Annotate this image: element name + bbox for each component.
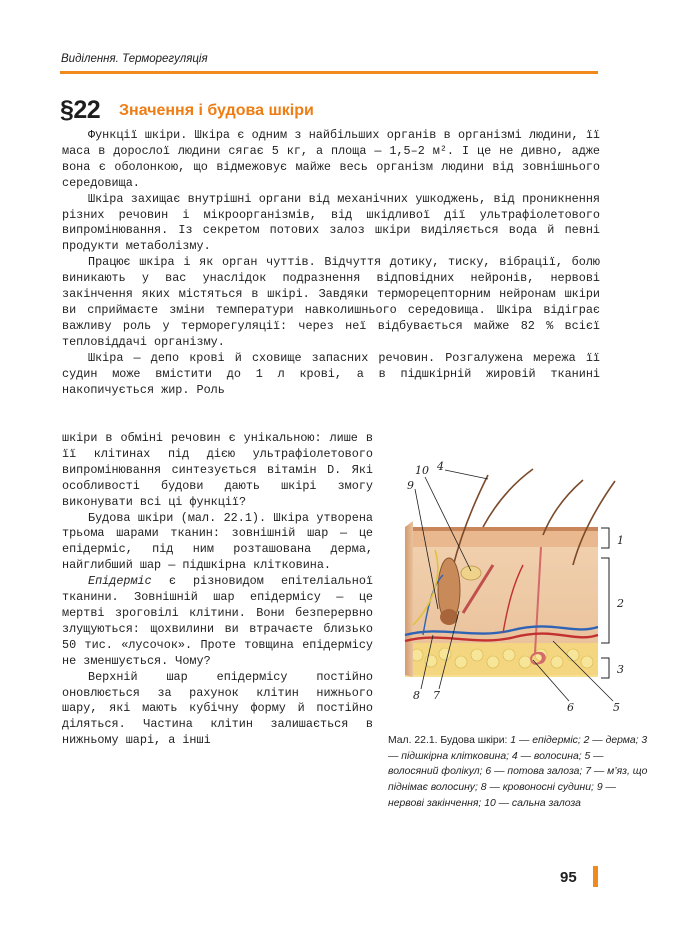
fig-label-9: 9 — [407, 479, 414, 492]
page-number-accent-bar — [593, 866, 598, 887]
body-text-left-column — [62, 431, 373, 749]
running-title: Виділення. Терморегуляція — [61, 53, 208, 65]
term-epidermis: Епідерміс — [88, 574, 152, 589]
fig-label-10: 10 — [415, 464, 429, 477]
body-text-full-width — [62, 128, 600, 398]
fig-label-5: 5 — [613, 701, 620, 714]
section-heading — [60, 96, 600, 126]
paragraph-skin-functions: Функції шкіри. Шкіра є одним з найбільших органів в організмі людини, її маса в дорослої людини сягає 5 кг, а площа — 1,5–2 м². І це не дивно, адже вона є оболонкою, що відмежовує майже весь організм людини від зовнішнього середовища. — [62, 128, 600, 190]
skin-structure-figure — [383, 455, 641, 717]
fig-label-4: 4 — [437, 460, 444, 473]
paragraph-blood-depot: Шкіра — депо крові й сховище запасних речовин. Розгалужена мережа її судин може вмістити до 1 л крові, а в підшкірній жировій тканині накопичується жир. Роль — [62, 350, 600, 397]
paragraph-sense-organ: Працює шкіра і як орган чуттів. Відчуття дотику, тиску, вібрації, болю виникають у вас унаслідок подразнення відповідних нейронів, нервові закінчення яких містяться в шкірі. Завдяки терморецепторним нейронам шкіри ви сприймаєте зміни температури навколишнього середовища. Шкіра відіграє важливу роль у терморегуляції: через неї відбувається майже 82 % всієї тепловіддачі організму. — [62, 255, 600, 349]
figure-caption-label: Мал. 22.1. Будова шкіри: — [388, 735, 508, 746]
paragraph-epidermis — [62, 574, 373, 669]
layer-brackets — [601, 528, 609, 678]
figure-caption-text: 1 — епідерміс; 2 — дерма; 3 — підшкірна клітковина; 4 — волосина; 5 — волосяний фолікул; 6 — потова залоза; 7 — м’яз, що піднімає волосину; 8 — кровоносні судини; 9 — нервові закінчення; 10 — сальна залоза — [388, 735, 648, 809]
page-number: 95 — [560, 869, 577, 886]
header-rule — [60, 71, 598, 74]
fig-label-8: 8 — [413, 689, 420, 702]
fig-label-7: 7 — [433, 689, 440, 702]
running-header — [60, 52, 598, 74]
fig-label-6: 6 — [567, 701, 574, 714]
sebaceous-gland — [461, 566, 481, 580]
epidermis-description: є різновидом епітеліальної тканини. Зовнішній шар епідермісу — це мертві зроговілі клітини. Вони безперервно злущуються: щохвилини ви втрачаєте близько 50 тис. «лусочок». Проте товщина епідермісу не зменшується. Чому? — [62, 574, 373, 668]
fig-label-1: 1 — [617, 534, 624, 547]
paragraph-vitamin-d: шкіри в обміні речовин є унікальною: лише в її клітинах під дією ультрафіолетового випромінювання синтезується вітамін D. Які особливості будови дають шкірі змогу виконувати всі ці функції? — [62, 431, 373, 509]
paragraph-protection: Шкіра захищає внутрішні органи від механічних ушкоджень, від проникнення різних речовин і мікроорганізмів, від шкідливої дії ультрафіолетового випромінювання. Із секретом потових залоз шкіри виділяється вода й певні продукти метаболізму. — [62, 191, 600, 254]
fig-label-2: 2 — [617, 597, 624, 610]
section-title: Значення і будова шкіри — [119, 102, 314, 119]
hair-follicle — [438, 558, 460, 625]
figure-caption — [388, 733, 648, 812]
paragraph-renewal: Верхній шар епідермісу постійно оновлюється за рахунок клітин нижнього шару, які мають кубічну форму й постійно діляться. Частина клітин залишається в нижньому шарі, а інші — [62, 669, 373, 748]
section-number: §22 — [60, 96, 101, 124]
paragraph-skin-structure: Будова шкіри (мал. 22.1). Шкіра утворена трьома шарами тканин: зовнішній шар — це епідерміс, під ним розташована дерма, найглибший шар — підшкірна клітковина. — [62, 510, 373, 573]
fig-label-3: 3 — [617, 663, 624, 676]
skin-block — [405, 521, 598, 677]
